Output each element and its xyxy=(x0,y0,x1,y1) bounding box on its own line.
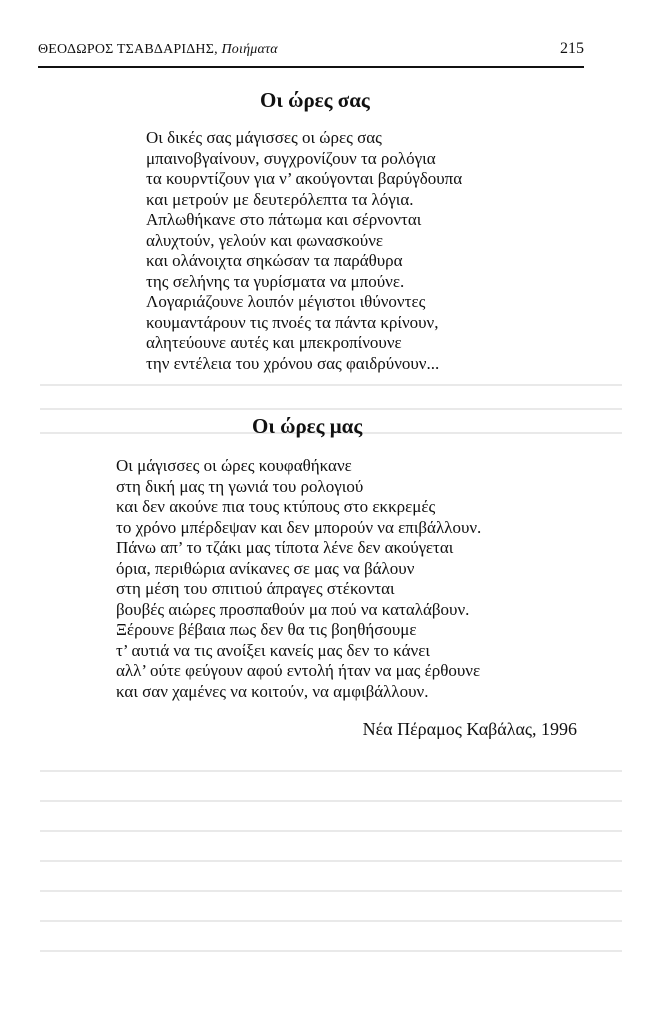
bleed-through-line xyxy=(40,860,622,862)
poem-body xyxy=(146,128,462,374)
poem-line: στη μέση του σπιτιού άπραγες στέκονται xyxy=(116,579,395,598)
bleed-through-line xyxy=(40,950,622,952)
poem-line: μπαινοβγαίνουν, συγχρονίζουν τα ρολόγια xyxy=(146,148,436,168)
header-author: ΘΕΟΔΩΡΟΣ ΤΣΑΒΔΑΡΙΔΗΣ, xyxy=(38,42,218,57)
poem-line: τ’ αυτιά να τις ανοίξει κανείς μας δεν το κάνει xyxy=(116,640,430,660)
header-book-title: Ποιήματα xyxy=(221,42,278,57)
bleed-through-line xyxy=(40,890,622,892)
poem-line: και δεν ακούνε πια τους κτύπους στο εκκρεμές xyxy=(116,497,436,516)
poem-line: κουμαντάρουν τις πνοές τα πάντα κρίνουν, xyxy=(146,312,439,332)
poem-line: όρια, περιθώρια ανίκανες σε μας να βάλουν xyxy=(116,558,415,578)
bleed-through-line xyxy=(40,770,622,772)
poem-body xyxy=(116,456,481,702)
poem-line: και μετρούν με δευτερόλεπτα τα λόγια. xyxy=(146,189,414,209)
poem-line: και σαν χαμένες να κοιτούν, να αμφιβάλλουν. xyxy=(116,681,429,701)
header-divider xyxy=(38,66,584,68)
poem-line: Πάνω απ’ το τζάκι μας τίποτα λένε δεν ακούγεται xyxy=(116,538,454,557)
header-author-book xyxy=(38,42,278,58)
bleed-through-line xyxy=(40,830,622,832)
poem-line: αλλ’ ούτε φεύγουν αφού εντολή ήταν να μας έρθουνε xyxy=(116,661,481,680)
poem-title: Οι ώρες σας xyxy=(260,88,370,112)
page-number: 215 xyxy=(560,40,584,57)
poem-line: την εντέλεια του χρόνου σας φαιδρύνουν... xyxy=(146,353,440,373)
poem-line: Ξέρουνε βέβαια πως δεν θα τις βοηθήσουμε xyxy=(116,620,417,639)
poem-line: της σελήνης τα γυρίσματα να μπούνε. xyxy=(146,271,405,291)
poem-line: Απλωθήκανε στο πάτωμα και σέρνονται xyxy=(146,210,422,229)
poem-line: στη δική μας τη γωνιά του ρολογιού xyxy=(116,476,364,496)
bleed-through-line xyxy=(40,920,622,922)
poem-line: και ολάνοιχτα σηκώσαν τα παράθυρα xyxy=(146,251,403,270)
poem-line: τα κουρντίζουν για ν’ ακούγονται βαρύγδουπα xyxy=(146,169,463,188)
poem-line: το χρόνο μπέρδεψαν και δεν μπορούν να επιβάλλουν. xyxy=(116,517,482,537)
bleed-through-line xyxy=(40,800,622,802)
place-date-signature: Νέα Πέραμος Καβάλας, 1996 xyxy=(362,719,577,739)
poem-line: βουβές αιώρες προσπαθούν μα πού να καταλάβουν. xyxy=(116,599,470,619)
bleed-through-line xyxy=(40,384,622,386)
bleed-through-line xyxy=(40,408,622,410)
poem-line: Λογαριάζουνε λοιπόν μέγιστοι ιθύνοντες xyxy=(146,292,426,311)
poem-line: Οι μάγισσες οι ώρες κουφαθήκανε xyxy=(116,456,352,475)
poem-line: αλυχτούν, γελούν και φωνασκούνε xyxy=(146,230,384,250)
poem-line: αλητεύουνε αυτές και μπεκροπίνουνε xyxy=(146,333,402,352)
poem-title: Οι ώρες μας xyxy=(252,414,363,438)
running-header xyxy=(38,40,584,64)
poem-line: Οι δικές σας μάγισσες οι ώρες σας xyxy=(146,128,382,147)
